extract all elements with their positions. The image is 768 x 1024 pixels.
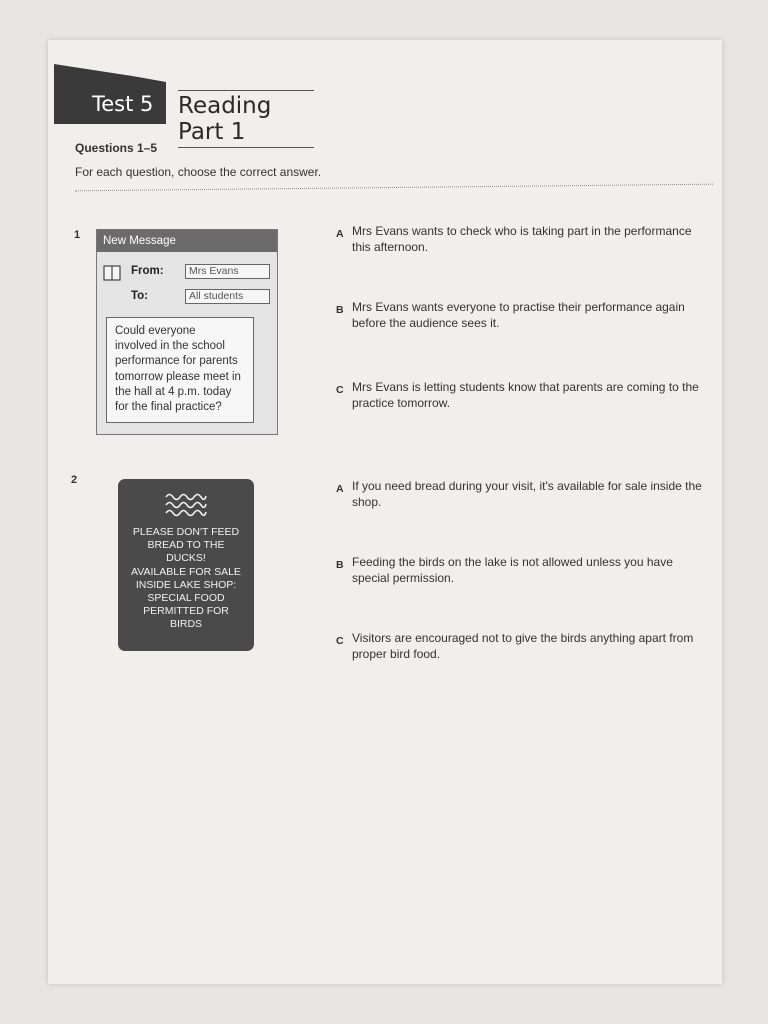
sign-line: PERMITTED FOR (143, 605, 229, 618)
book-icon (103, 265, 121, 281)
to-field: All students (185, 289, 270, 304)
question-number-2: 2 (71, 474, 78, 486)
option-text: Feeding the birds on the lake is not allowed unless you have special permission. (352, 555, 673, 585)
option-letter: B (336, 559, 344, 571)
waves-icon (164, 491, 208, 519)
option-letter: B (336, 304, 344, 316)
option-text: Mrs Evans wants everyone to practise their performance again before the audience sees it. (352, 300, 685, 330)
message-line: tomorrow please meet in (115, 370, 241, 383)
sign-text (124, 526, 248, 632)
to-label: To: (131, 290, 149, 302)
questions-heading: Questions 1–5 (75, 141, 158, 155)
message-line: for the final practice? (115, 401, 222, 414)
sign-line: SPECIAL FOOD (147, 592, 225, 605)
option-letter: C (336, 635, 344, 647)
sign-line: BREAD TO THE (147, 539, 225, 552)
sign-line: INSIDE LAKE SHOP: (135, 578, 237, 591)
option-text: Mrs Evans is letting students know that parents are coming to the practice tomorrow. (352, 380, 699, 410)
sign-line: DUCKS! (166, 552, 206, 565)
message-line: involved in the school (115, 340, 225, 353)
from-label: From: (131, 265, 164, 277)
sign-line: BIRDS (169, 618, 203, 631)
part-title: Reading Part 1 (178, 90, 314, 148)
question-number-1: 1 (74, 229, 81, 241)
lake-sign (118, 479, 254, 651)
option-letter: A (336, 228, 344, 240)
message-body (106, 317, 254, 423)
option-text: Mrs Evans wants to check who is taking part in the performance this afternoon. (352, 224, 692, 254)
message-window-title: New Message (97, 230, 277, 252)
from-field: Mrs Evans (185, 264, 270, 279)
message-window (96, 229, 278, 435)
message-line: performance for parents (115, 355, 238, 368)
option-text: If you need bread during your visit, it's available for sale inside the shop. (352, 479, 702, 509)
option-text: Visitors are encouraged not to give the birds anything apart from proper bird food. (352, 631, 694, 661)
sign-line: AVAILABLE FOR SALE (131, 565, 241, 578)
option-letter: C (336, 384, 344, 396)
option-letter: A (336, 483, 344, 495)
test-label: Test 5 (92, 92, 154, 116)
message-line: Could everyone (115, 325, 196, 337)
sign-line: PLEASE DON'T FEED (132, 526, 240, 538)
message-line: the hall at 4 p.m. today (115, 385, 232, 398)
instruction-text: For each question, choose the correct answer. (75, 165, 322, 179)
